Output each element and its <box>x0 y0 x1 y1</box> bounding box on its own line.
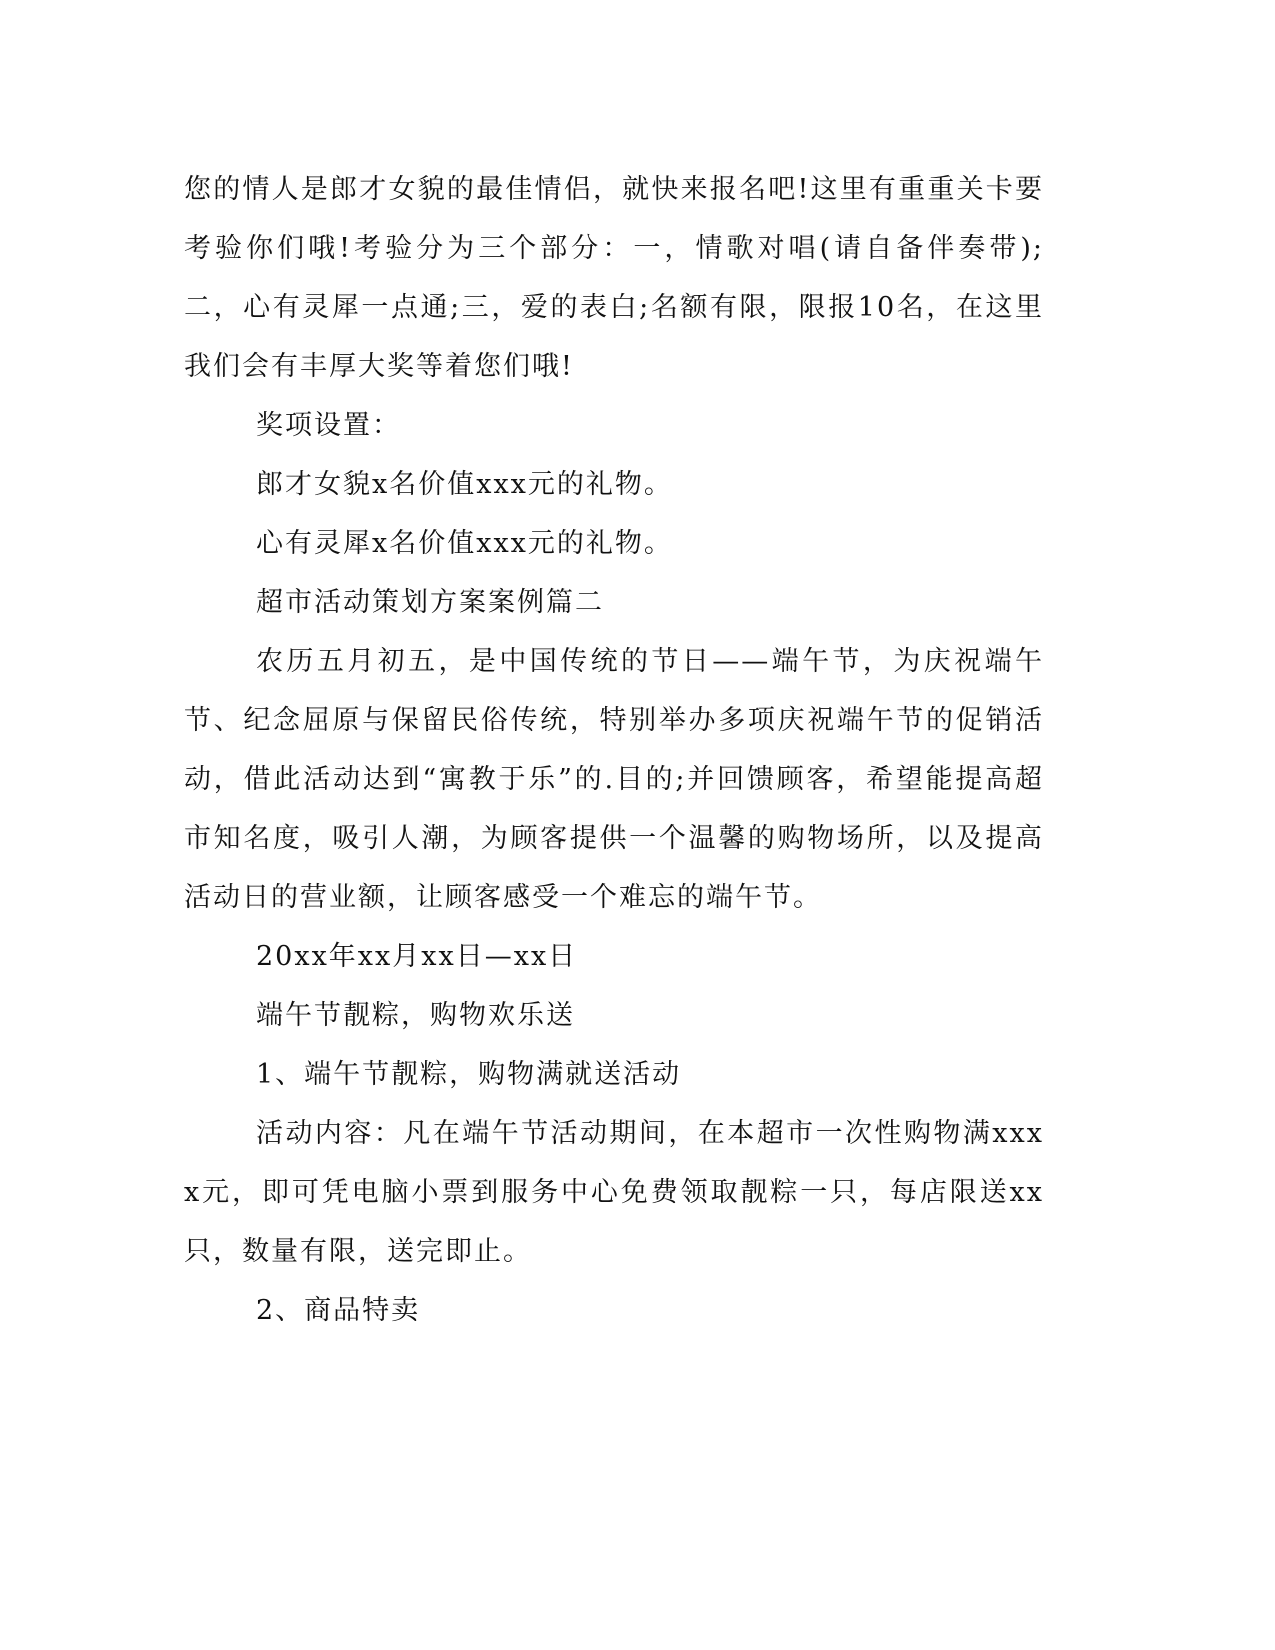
section-title: 超市活动策划方案案例篇二 <box>256 587 604 618</box>
paragraph-awards-heading: 奖项设置： <box>256 410 401 441</box>
paragraph-activity-content: 活动内容：凡在端午节活动期间，在本超市一次性购物满xxxx元，即可凭电脑小票到服务中心免费领取靓粽一只，每店限送xx只，数量有限，送完即止。 <box>184 1118 1044 1267</box>
paragraph-activity-2: 2、商品特卖 <box>256 1295 421 1326</box>
paragraph-award-2: 心有灵犀x名价值xxx元的礼物。 <box>256 528 673 559</box>
paragraph-activity-1: 1、端午节靓粽，购物满就送活动 <box>256 1059 682 1090</box>
paragraph-theme: 端午节靓粽，购物欢乐送 <box>256 1000 575 1031</box>
paragraph-intro: 农历五月初五，是中国传统的节日——端午节，为庆祝端午节、纪念屈原与保留民俗传统，特别举办多项庆祝端午节的促销活动，借此活动达到“寓教于乐”的.目的;并回馈顾客，希望能提高超市知名度，吸引人潮，为顾客提供一个温馨的购物场所，以及提高活动日的营业额，让顾客感受一个难忘的端午节。 <box>184 646 1044 913</box>
paragraph-award-1: 郎才女貌x名价值xxx元的礼物。 <box>256 469 673 500</box>
paragraph-date: 20xx年xx月xx日—xx日 <box>256 941 578 972</box>
paragraph-registration: 您的情人是郎才女貌的最佳情侣，就快来报名吧!这里有重重关卡要考验你们哦!考验分为三个部分：一，情歌对唱(请自备伴奏带);二，心有灵犀一点通;三，爱的表白;名额有限，限报10名，在这里我们会有丰厚大奖等着您们哦! <box>184 174 1044 382</box>
document-body <box>184 160 1044 1340</box>
